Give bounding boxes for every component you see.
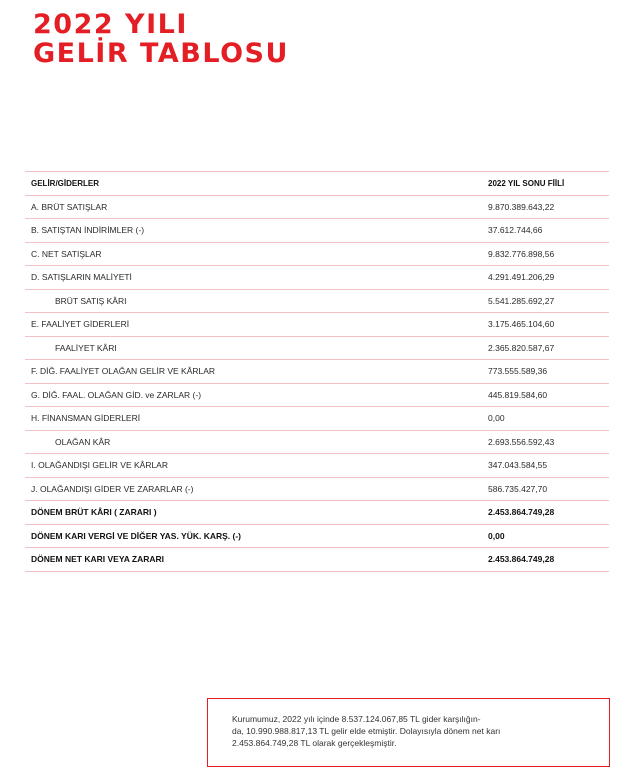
table-row-total [25, 501, 609, 525]
row-value: 37.612.744,66 [484, 219, 609, 243]
row-value: 586.735.427,70 [484, 477, 609, 501]
row-label: A. BRÜT SATIŞLAR [25, 195, 484, 219]
row-label: FAALİYET KÂRI [25, 336, 484, 360]
row-value: 5.541.285.692,27 [484, 289, 609, 313]
row-value: 2.365.820.587,67 [484, 336, 609, 360]
table-row [25, 242, 609, 266]
table-row [25, 313, 609, 337]
row-value: 773.555.589,36 [484, 360, 609, 384]
row-value: 445.819.584,60 [484, 383, 609, 407]
row-label: BRÜT SATIŞ KÂRI [25, 289, 484, 313]
table-row [25, 360, 609, 384]
row-label: C. NET SATIŞLAR [25, 242, 484, 266]
summary-note-line-2: da, 10.990.988.817,13 TL gelir elde etmiştir. Dolayısıyla dönem net karı [232, 726, 501, 736]
row-value: 2.693.556.592,43 [484, 430, 609, 454]
table-header-row [25, 172, 609, 196]
table-row [25, 477, 609, 501]
table-row-total [25, 524, 609, 548]
page-title-line-1: 2022 YILI [33, 9, 188, 40]
row-label: DÖNEM BRÜT KÂRI ( ZARARI ) [25, 501, 484, 525]
table-row [25, 407, 609, 431]
table-row-total [25, 548, 609, 572]
income-statement-table [25, 171, 609, 572]
row-value: 347.043.584,55 [484, 454, 609, 478]
row-label: DÖNEM KARI VERGİ VE DİĞER YAS. YÜK. KARŞ. (-) [25, 524, 484, 548]
summary-note-line-1: Kurumumuz, 2022 yılı içinde 8.537.124.067,85 TL gider karşılığın- [232, 714, 481, 724]
row-value: 2.453.864.749,28 [484, 501, 609, 525]
table-row [25, 219, 609, 243]
table-row-subtotal [25, 336, 609, 360]
table-row [25, 383, 609, 407]
row-label: F. DİĞ. FAALİYET OLAĞAN GELİR VE KÂRLAR [25, 360, 484, 384]
column-header-value: 2022 YIL SONU FİİLİ [484, 172, 609, 196]
column-header-item: GELİR/GİDERLER [25, 172, 484, 196]
row-label: DÖNEM NET KARI VEYA ZARARI [25, 548, 484, 572]
row-label: B. SATIŞTAN İNDİRİMLER (-) [25, 219, 484, 243]
page-title [33, 10, 289, 68]
row-label: I. OLAĞANDIŞI GELİR VE KÂRLAR [25, 454, 484, 478]
row-label: OLAĞAN KÂR [25, 430, 484, 454]
row-label: E. FAALİYET GİDERLERİ [25, 313, 484, 337]
table-row [25, 266, 609, 290]
row-label: H. FİNANSMAN GİDERLERİ [25, 407, 484, 431]
table-row [25, 454, 609, 478]
row-value: 0,00 [484, 524, 609, 548]
summary-note-line-3: 2.453.864.749,28 TL olarak gerçekleşmiştir. [232, 738, 397, 748]
row-value: 4.291.491.206,29 [484, 266, 609, 290]
row-label: G. DİĞ. FAAL. OLAĞAN GİD. ve ZARLAR (-) [25, 383, 484, 407]
page-title-line-2: GELİR TABLOSU [33, 38, 289, 69]
table-row-subtotal [25, 289, 609, 313]
row-value: 3.175.465.104,60 [484, 313, 609, 337]
table-row-subtotal [25, 430, 609, 454]
summary-note-box [207, 698, 610, 767]
row-value: 0,00 [484, 407, 609, 431]
row-value: 9.832.776.898,56 [484, 242, 609, 266]
row-value: 2.453.864.749,28 [484, 548, 609, 572]
row-label: D. SATIŞLARIN MALİYETİ [25, 266, 484, 290]
row-value: 9.870.389.643,22 [484, 195, 609, 219]
table-row [25, 195, 609, 219]
row-label: J. OLAĞANDIŞI GİDER VE ZARARLAR (-) [25, 477, 484, 501]
